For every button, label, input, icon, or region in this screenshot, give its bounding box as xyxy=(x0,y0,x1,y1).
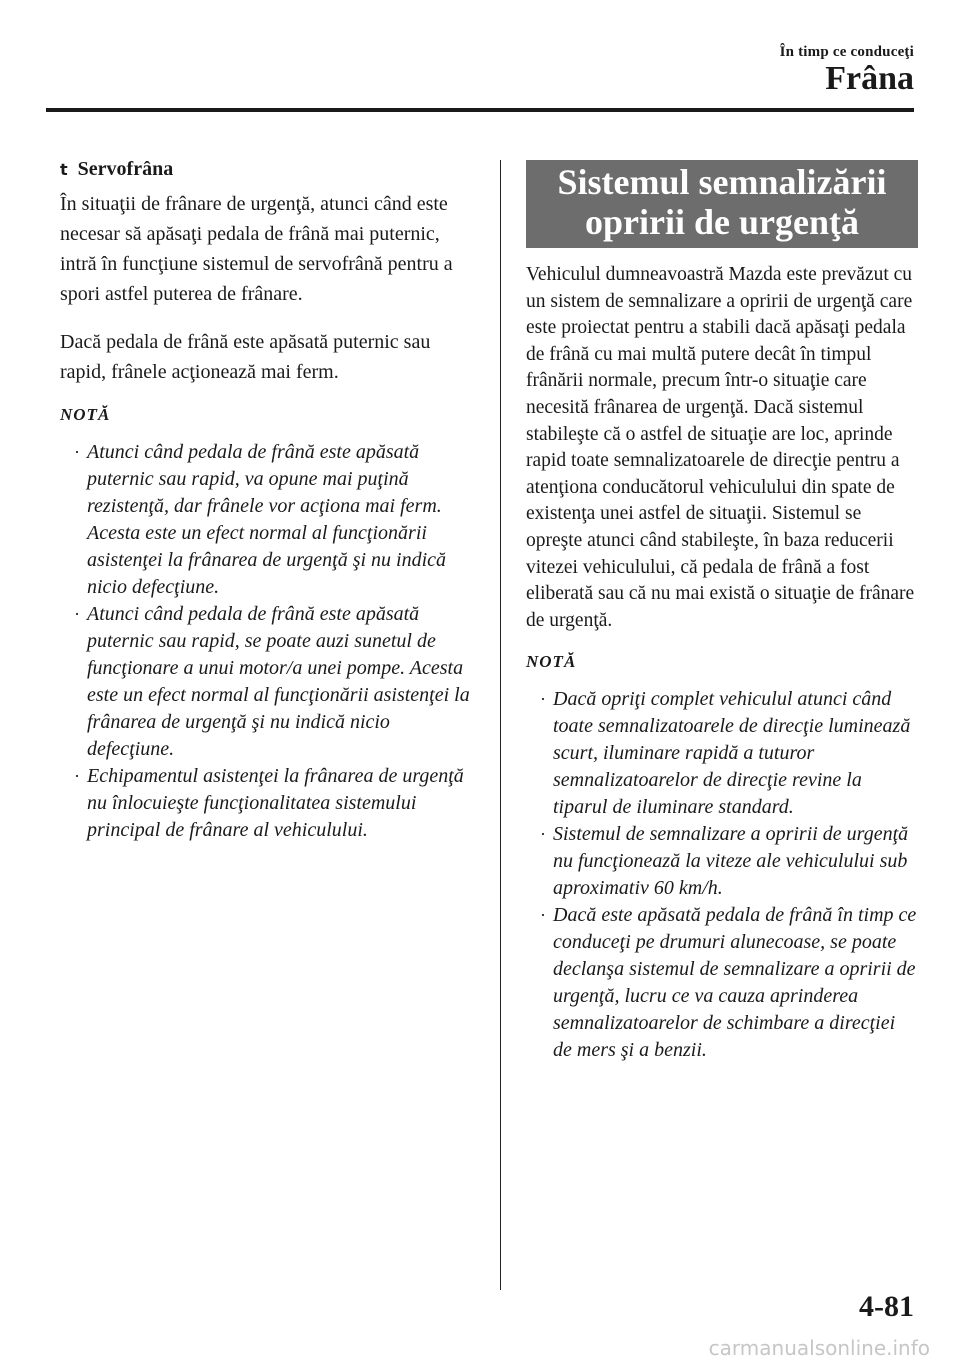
page-title: Frâna xyxy=(825,60,914,97)
section-title-line-2: opririi de urgenţă xyxy=(585,202,859,242)
note-text: Atunci când pedala de frână este apăsată puternic sau rapid, va opune mai puţină rezistenţă, dar frânele vor acţiona mai ferm. Acesta este un efect normal al funcţionării asistenţei la frânarea de urgenţă şi nu indică nicio defecţiune. xyxy=(87,441,447,598)
page-number: 4-81 xyxy=(859,1290,914,1323)
servo-paragraph-1: În situaţii de frânare de urgenţă, atunci când este necesar să apăsaţi pedala de frână mai puternic, intră în funcţiune sistemul de servofrână pentru a spori astfel puterea de frânare. xyxy=(60,193,453,305)
servo-paragraph-2: Dacă pedala de frână este apăsată puternic sau rapid, frânele acţionează mai ferm. xyxy=(60,331,431,383)
note-item xyxy=(526,686,918,821)
note-item xyxy=(526,821,918,902)
watermark: carmanualsonline.info xyxy=(708,1336,930,1360)
note-text: Sistemul de semnalizare a opririi de urgenţă nu funcţionează la viteze ale vehiculului sub aproximativ 60 km/h. xyxy=(553,823,909,900)
note-title: NOTĂ xyxy=(60,405,111,424)
right-column xyxy=(526,160,918,1064)
note-item xyxy=(60,601,480,763)
header-rule xyxy=(46,108,914,112)
bullet-dot-icon: · xyxy=(74,442,80,462)
note-text: Echipamentul asistenţei la frânarea de urgenţă nu înlocuieşte funcţionalitatea sistemului principal de frânare al vehiculului. xyxy=(87,765,464,841)
note-text: Dacă este apăsată pedala de frână în timp ce conduceţi pe drumuri alunecoase, se poate declanşa sistemul de semnalizare a opririi de urgenţă, lucru ce va cauza aprinderea semnalizatoarelor de schimbare a direcţiei de mers şi a benzii. xyxy=(553,904,917,1062)
emergency-signal-paragraph: Vehiculul dumneavoastră Mazda este prevăzut cu un sistem de semnalizare a opririi de urgenţă care este proiectat pentru a stabili dacă apăsaţi pedala de frână cu mai multă putere decât în timpul frânării normale, precum într-o situaţie care necesită frânarea de urgenţă. Dacă sistemul stabileşte că o astfel de situaţie are loc, aprinde rapid toate semnalizatoarele de direcţie pentru a atenţiona conducătorul vehiculului din spate de existenţa unei astfel de situaţii. Sistemul se opreşte atunci când stabileşte, în baza reducerii vitezei vehiculului, că pedala de frână a fost eliberată sau că nu mai există o situaţie de frânare de urgenţă. xyxy=(526,264,915,631)
bullet-dot-icon: · xyxy=(540,824,546,845)
bullet-dot-icon: · xyxy=(540,905,546,926)
servo-heading xyxy=(60,158,480,181)
column-divider xyxy=(500,160,501,1290)
header-section-label: În timp ce conduceţi xyxy=(779,44,914,60)
note-title: NOTĂ xyxy=(526,652,577,672)
bullet-dot-icon: · xyxy=(74,766,80,786)
section-title-box xyxy=(526,160,918,248)
note-list xyxy=(60,439,480,844)
bullet-dot-icon: · xyxy=(74,604,80,624)
note-item xyxy=(526,902,918,1064)
left-column xyxy=(60,158,480,844)
section-title-line-1: Sistemul semnalizării xyxy=(557,162,887,202)
note-text: Atunci când pedala de frână este apăsată puternic sau rapid, se poate auzi sunetul de funcţionare a unui motor/a unei pompe. Acesta este un efect normal al funcţionării asistenţei la frânarea de urgenţă şi nu indică nicio defecţiune. xyxy=(87,603,470,760)
note-item xyxy=(60,763,480,844)
note-text: Dacă opriţi complet vehiculul atunci când toate semnalizatoarele de direcţie luminează scurt, iluminare rapidă a tuturor semnalizatoarelor de direcţie revine la tiparul de iluminare standard. xyxy=(553,688,911,819)
servo-heading-text: Servofrâna xyxy=(77,158,174,180)
note-item xyxy=(60,439,480,601)
note-list xyxy=(526,686,918,1064)
square-bullet-icon: t xyxy=(60,160,68,179)
bullet-dot-icon: · xyxy=(540,689,546,710)
